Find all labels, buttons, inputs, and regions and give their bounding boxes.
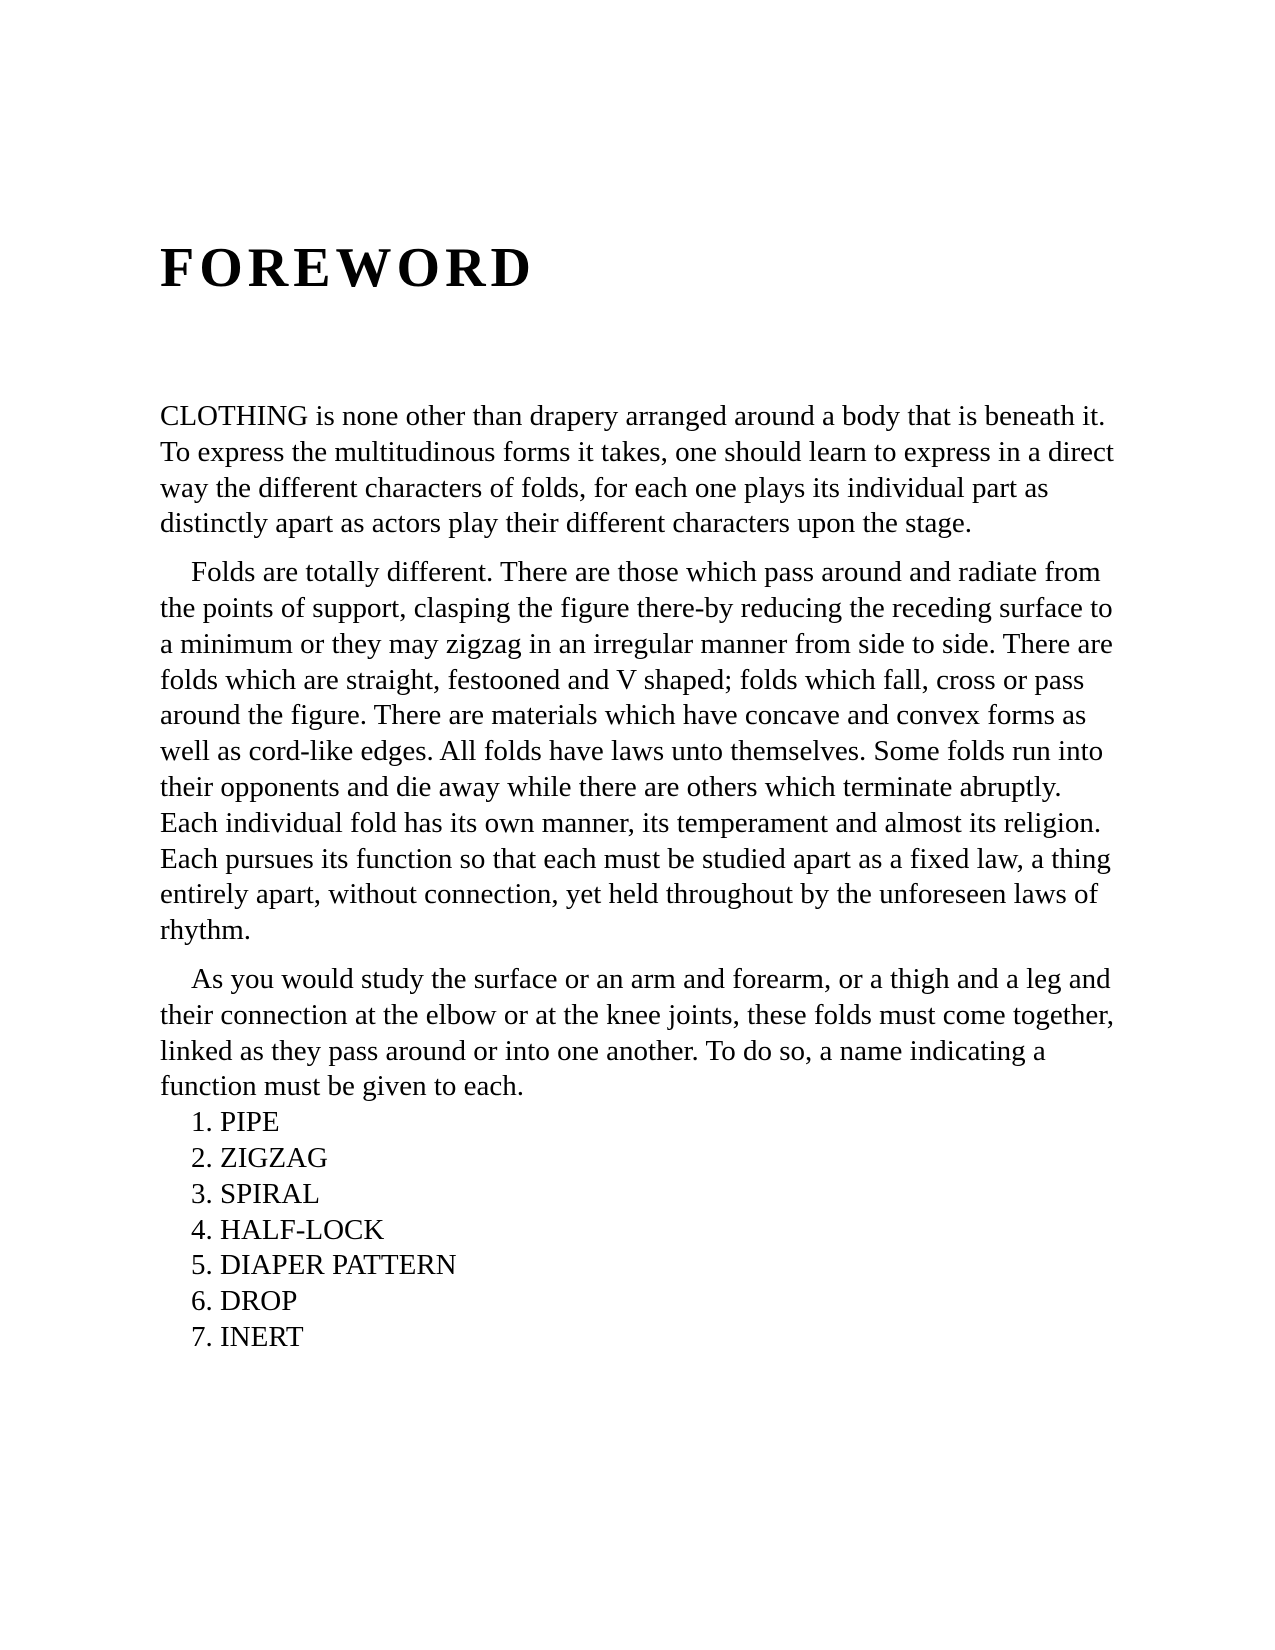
list-item: 4. HALF-LOCK: [191, 1213, 385, 1246]
paragraph-2: Folds are totally different. There are those which pass around and radiate from the points of support, clasping the figure there-by reducing the receding surface to a minimum or they may zigzag in an irregular manner from side to side. There are folds which are straight, festooned and V shaped; folds which fall, cross or pass around the figure. There are materials which have concave and convex forms as well as cord-like edges. All folds have laws unto themselves. Some folds run into their opponents and die away while there are others which terminate abruptly. Each individual fold has its own manner, its temperament and almost its religion. Each pursues its function so that each must be studied apart as a fixed law, a thing entirely apart, without connection, yet held throughout by the unforeseen laws of rhythm.: [160, 556, 1113, 947]
paragraph-1: CLOTHING is none other than drapery arranged around a body that is beneath it. To express the multitudinous forms it takes, one should learn to express in a direct way the different characters of folds, for each one plays its individual part as distinctly apart as actors play their different characters upon the stage.: [160, 400, 1114, 540]
list-item: 3. SPIRAL: [191, 1177, 320, 1210]
list-item: 6. DROP: [191, 1285, 298, 1318]
document-page: [160, 0, 1120, 1650]
list-item: 1. PIPE: [191, 1106, 280, 1139]
list-item: 2. ZIGZAG: [191, 1141, 328, 1174]
fold-types-list: [160, 1105, 1120, 1356]
body-text: [160, 399, 1120, 1356]
page-title: FOREWORD: [160, 237, 536, 299]
list-item: 5. DIAPER PATTERN: [191, 1249, 457, 1282]
paragraph-3: As you would study the surface or an arm and forearm, or a thigh and a leg and their connection at the elbow or at the knee joints, these folds must come together, linked as they pass around or into one another. To do so, a name indicating a function must be given to each.: [160, 962, 1114, 1103]
list-item: 7. INERT: [191, 1320, 304, 1353]
